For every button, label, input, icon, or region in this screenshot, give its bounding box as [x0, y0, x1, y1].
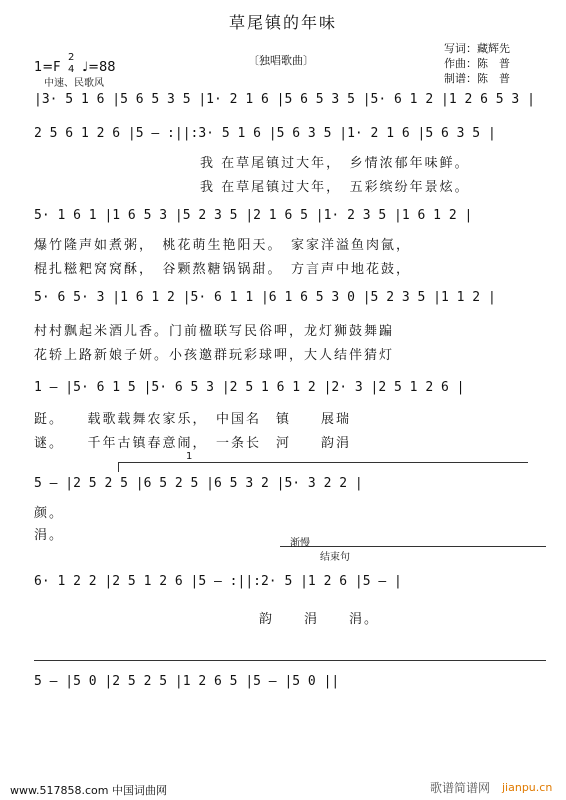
lyric-verse-2: 棍扎糍粑窝窝酥， 谷颗熬糖锅锅甜。 方言声中地花鼓， [34, 262, 412, 277]
staff-system-4: 5· 6 5· 3 |1 6 1 2 |5· 6 1 1 |6 1 6 5 3 0 |5 2 3 5 |1 1 2 | [34, 290, 496, 305]
staff-system-3: 5· 1 6 1 |1 6 5 3 |5 2 3 5 |2 1 6 5 |1· 2 3 5 |1 6 1 2 | [34, 208, 473, 223]
watermark-site-url: jianpu.cn [502, 781, 553, 794]
lyric-verse-1: 跹。 载歌载舞农家乐， 中国名 镇 展瑞 [34, 412, 352, 427]
staff-system-7: 6· 1 2 2 |2 5 1 2 6 |5 – :||:2· 5 |1 2 6 |5 – | [34, 574, 402, 589]
ending-mark: 结束句 [320, 552, 350, 563]
staff-system-1: |3· 5 1 6 |5 6 5 3 5 |1· 2 1 6 |5 6 5 3 5 |5· 6 1 2 |1 2 6 5 3 | [34, 92, 535, 107]
style-mark: 中速、民歌风 [44, 78, 104, 89]
ritardando-mark: 渐慢 [290, 538, 310, 549]
composer-credit: 作曲：陈 普 [444, 57, 510, 70]
lyric-verse-1: 韵 涓 涓。 [34, 612, 380, 627]
volta-bracket-start [118, 462, 119, 472]
song-genre: 〔独唱歌曲〕 [248, 54, 314, 67]
lyric-verse-1: 颜。 [34, 506, 65, 521]
staff-system-6: 5 – |2 5 2 5 |6 5 2 5 |6 5 3 2 |5· 3 2 2 | [34, 476, 363, 491]
lyric-verse-2: 花轿上路新娘子妍。小孩邀群玩彩球呷，大人结伴猜灯 [34, 348, 395, 363]
tie-arc [34, 660, 546, 661]
ending-bracket [280, 546, 546, 547]
lyric-verse-1: 爆竹隆声如煮粥， 桃花萌生艳阳天。 家家洋溢鱼肉氤， [34, 238, 412, 253]
lyric-verse-1: 我 在草尾镇过大年， 乡情浓郁年味鲜。 [200, 156, 470, 171]
lyricist-credit: 写词：藏辉先 [444, 42, 510, 55]
staff-system-8: 5 – |5 0 |2 5 2 5 |1 2 6 5 |5 – |5 0 || [34, 674, 340, 689]
volta-bracket [118, 462, 528, 463]
footer-source: www.517858.com 中国词曲网 [10, 784, 167, 797]
lyric-verse-2: 谜。 千年古镇春意闹， 一条长 河 韵涓 [34, 436, 352, 451]
watermark-site-name: 歌谱简谱网 [430, 781, 491, 795]
time-sig-top: 2 [68, 52, 75, 63]
key-signature: 1=F [34, 60, 61, 75]
lyric-verse-1: 村村飘起米酒儿香。门前楹联写民俗呷，龙灯狮鼓舞蹁 [34, 324, 395, 339]
time-sig-bottom: 4 [68, 64, 75, 75]
volta-number: 1 [186, 451, 193, 462]
staff-system-5: 1 – |5· 6 1 5 |5· 6 5 3 |2 5 1 6 1 2 |2· 3 |2 5 1 2 6 | [34, 380, 465, 395]
lyric-verse-2: 涓。 [34, 528, 65, 543]
tempo-mark: ♩=88 [82, 60, 116, 75]
lyric-verse-2: 我 在草尾镇过大年， 五彩缤纷年景炫。 [200, 180, 470, 195]
page-title: 草尾镇的年味 [228, 13, 337, 32]
arranger-credit: 制谱：陈 普 [444, 72, 510, 85]
staff-system-2: 2 5 6 1 2 6 |5 – :||:3· 5 1 6 |5 6 3 5 |1· 2 1 6 |5 6 3 5 | [34, 126, 496, 141]
